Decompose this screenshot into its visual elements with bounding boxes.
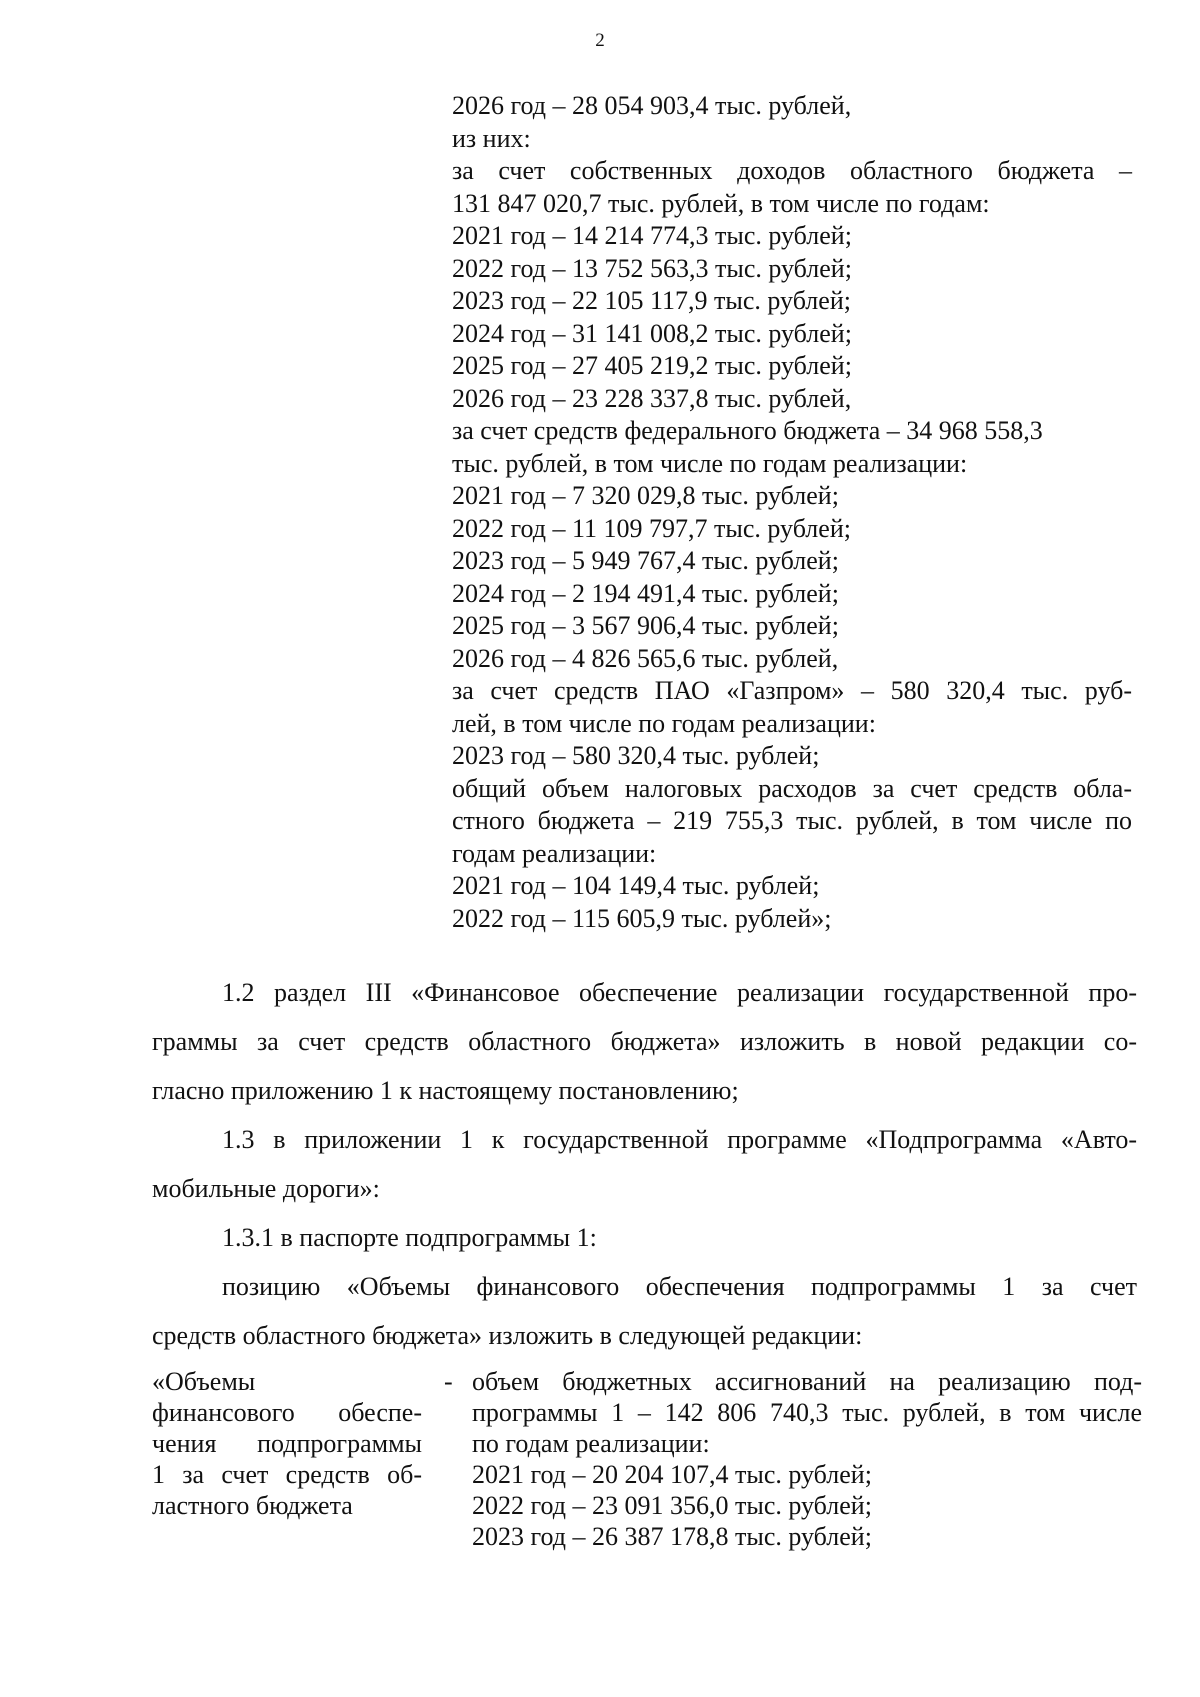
text-line: за счет средств федерального бюджета – 34 968 558,3	[452, 416, 1043, 445]
text-line: стного бюджета – 219 755,3 тыс. рублей, в том числе по	[452, 806, 1132, 835]
passport-label-line: ластного бюджета	[152, 1491, 353, 1520]
passport-value-line: объем бюджетных ассигнований на реализацию под-	[472, 1367, 1142, 1396]
text-line: за счет собственных доходов областного бюджета –	[452, 156, 1132, 185]
text-line: общий объем налоговых расходов за счет средств обла-	[452, 773, 1132, 803]
text-line: 131 847 020,7 тыс. рублей, в том числе по годам:	[452, 188, 990, 218]
text-line: 2024 год – 31 141 008,2 тыс. рублей;	[452, 318, 852, 348]
text-line: 2021 год – 104 149,4 тыс. рублей;	[452, 871, 820, 900]
passport-label-line: чения подпрограммы	[152, 1429, 422, 1458]
passport-value-line: 2023 год – 26 387 178,8 тыс. рублей;	[472, 1522, 872, 1551]
passport-label-line: финансового обеспе-	[152, 1398, 422, 1427]
text-line: 2023 год – 22 105 117,9 тыс. рублей;	[452, 286, 851, 315]
text-line: 2021 год – 14 214 774,3 тыс. рублей;	[452, 221, 852, 250]
passport-label-line: «Объемы	[152, 1367, 256, 1396]
paragraph-line: граммы за счет средств областного бюджета» изложить в новой редакции со-	[152, 1027, 1137, 1056]
passport-label-line: 1 за счет средств об-	[152, 1460, 422, 1489]
text-line: 2026 год – 23 228 337,8 тыс. рублей,	[452, 383, 852, 413]
paragraph-line: 1.3 в приложении 1 к государственной программе «Подпрограмма «Авто-	[222, 1125, 1137, 1154]
passport-position-value	[472, 1366, 1142, 1552]
text-line: 2025 год – 27 405 219,2 тыс. рублей;	[452, 351, 852, 380]
text-line: тыс. рублей, в том числе по годам реализации:	[452, 448, 968, 478]
text-line: 2023 год – 580 320,4 тыс. рублей;	[452, 741, 820, 770]
text-line: 2023 год – 5 949 767,4 тыс. рублей;	[452, 546, 839, 575]
text-line: за счет средств ПАО «Газпром» – 580 320,4 тыс. руб-	[452, 676, 1132, 705]
amendment-paragraphs	[152, 968, 1137, 1360]
paragraph-line: 1.3.1 в паспорте подпрограммы 1:	[222, 1223, 597, 1252]
financing-volumes-block	[452, 90, 1132, 935]
passport-position-label	[152, 1366, 422, 1521]
page-number: 2	[595, 30, 605, 51]
passport-value-line: по годам реализации:	[472, 1429, 710, 1458]
text-line: из них:	[452, 123, 531, 153]
text-line: годам реализации:	[452, 838, 657, 868]
paragraph-line: гласно приложению 1 к настоящему постановлению;	[152, 1076, 739, 1105]
paragraph-line: позицию «Объемы финансового обеспечения подпрограммы 1 за счет	[222, 1272, 1137, 1301]
text-line: 2022 год – 13 752 563,3 тыс. рублей;	[452, 253, 852, 283]
text-line: 2026 год – 28 054 903,4 тыс. рублей,	[452, 91, 852, 120]
paragraph-line: мобильные дороги»:	[152, 1174, 380, 1203]
paragraph-line: 1.2 раздел III «Финансовое обеспечение реализации государственной про-	[222, 978, 1137, 1007]
passport-value-line: 2022 год – 23 091 356,0 тыс. рублей;	[472, 1491, 872, 1520]
text-line: 2025 год – 3 567 906,4 тыс. рублей;	[452, 611, 839, 640]
text-line: 2022 год – 115 605,9 тыс. рублей»;	[452, 903, 832, 933]
text-line: 2021 год – 7 320 029,8 тыс. рублей;	[452, 481, 839, 510]
text-line: 2024 год – 2 194 491,4 тыс. рублей;	[452, 578, 839, 608]
passport-dash: -	[444, 1367, 453, 1396]
text-line: 2026 год – 4 826 565,6 тыс. рублей,	[452, 643, 839, 673]
text-line: 2022 год – 11 109 797,7 тыс. рублей;	[452, 513, 851, 543]
paragraph-line: средств областного бюджета» изложить в следующей редакции:	[152, 1321, 863, 1350]
text-line: лей, в том числе по годам реализации:	[452, 708, 876, 738]
passport-value-line: 2021 год – 20 204 107,4 тыс. рублей;	[472, 1460, 872, 1489]
passport-value-line: программы 1 – 142 806 740,3 тыс. рублей, в том числе	[472, 1398, 1142, 1427]
